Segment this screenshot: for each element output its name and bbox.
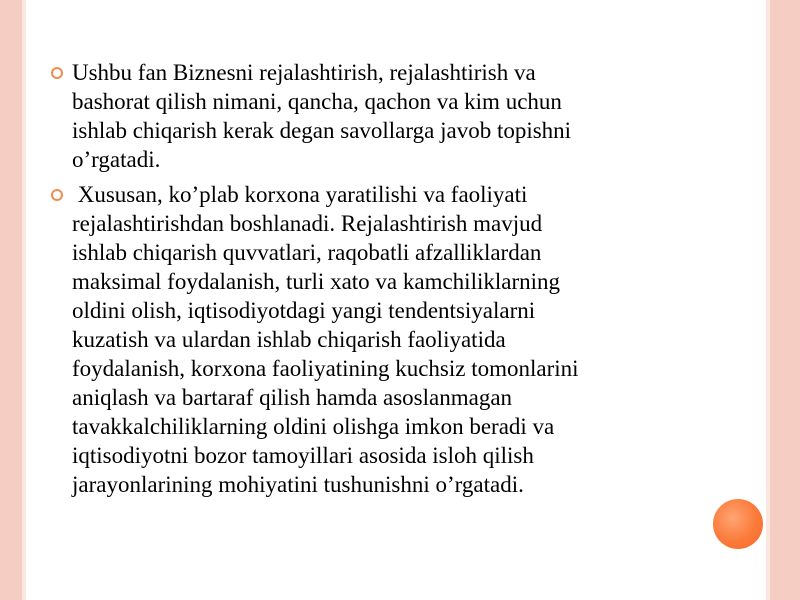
slide-body bbox=[46, 58, 686, 505]
bullet-text: Ushbu fan Biznesni rejalashtirish, rejalashtirish va bashorat qilish nimani, qancha, qachon va kim uchun ishlab chiqarish kerak degan savollarga javob topishni o’rgatadi. bbox=[72, 60, 572, 172]
bullet-item-2 bbox=[46, 180, 686, 499]
orange-circle-decoration bbox=[713, 499, 763, 549]
bullet-text: Xususan, ko’plab korxona yaratilishi va faoliyati rejalashtirishdan boshlanadi. Rejalashtirish mavjud ishlab chiqarish quvvatlari, raqobatli afzalliklardan maksimal foydalanish, turli xato va kamchiliklarning oldini olish, iqtisodiyotdagi yangi tendentsiyalarni kuzatish va ulardan ishlab chiqarish faoliyatida foydalanish, korxona faoliyatining kuchsiz tomonlarini aniqlash va bartaraf qilish hamda asoslanmagan tavakkalchiliklarning oldini olishga imkon beradi va iqtisodiyotni bozor tamoyillari asosida isloh qilish jarayonlarining mohiyatini tushunishni o’rgatadi. bbox=[72, 182, 579, 497]
right-decorative-border bbox=[770, 0, 800, 600]
bullet-item-1 bbox=[46, 58, 686, 174]
circle-bullet-icon bbox=[51, 67, 63, 79]
left-decorative-border-inner bbox=[22, 0, 26, 600]
right-decorative-border-inner bbox=[766, 0, 770, 600]
left-decorative-border bbox=[0, 0, 22, 600]
circle-bullet-icon bbox=[51, 189, 63, 201]
